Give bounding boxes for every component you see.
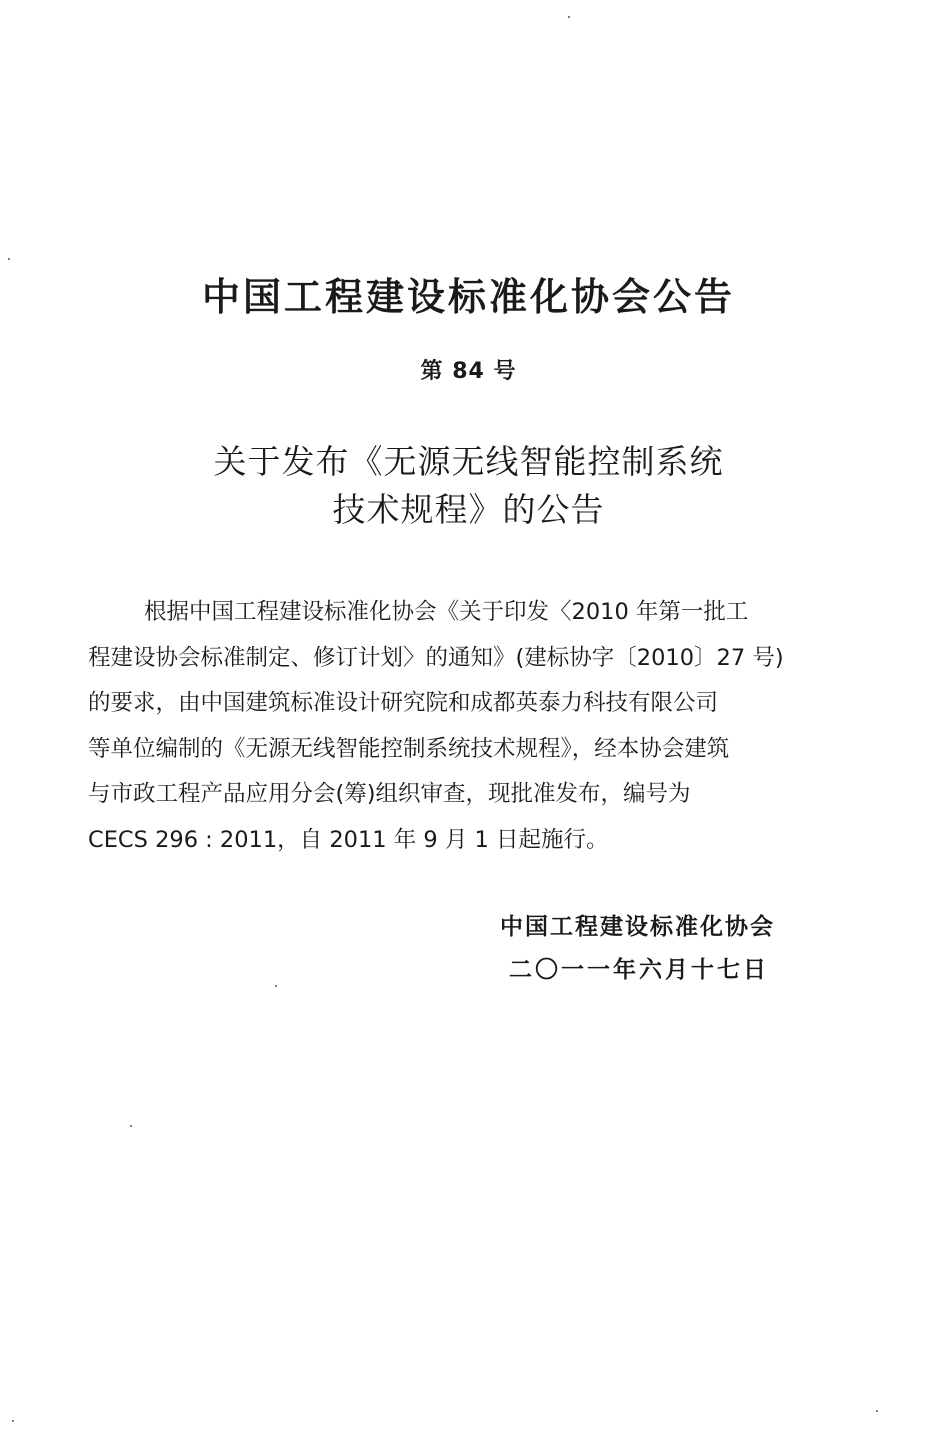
scan-speck (130, 1125, 132, 1127)
body-line-5: 与市政工程产品应用分会(筹)组织审查，现批准发布，编号为 (88, 781, 691, 807)
announcement-body (88, 590, 858, 863)
scan-speck (12, 1420, 14, 1422)
body-line-2: 程建设协会标准制定、修订计划〉的通知》(建标协字〔2010〕27 号) (88, 644, 784, 671)
scan-speck (8, 258, 10, 260)
scan-speck (876, 1410, 878, 1412)
signature-organization: 中国工程建设标准化协会 (500, 914, 775, 940)
subject-line-2: 技术规程》的公告 (332, 490, 605, 529)
body-line-6: CECS 296 : 2011，自 2011 年 9 月 1 日起施行。 (88, 826, 609, 853)
organization-title: 中国工程建设标准化协会公告 (201, 275, 735, 319)
body-line-3: 的要求，由中国建筑标准设计研究院和成都英泰力科技有限公司 (88, 690, 719, 716)
signature-date: 二〇一一年六月十七日 (509, 957, 769, 983)
scan-speck (568, 16, 570, 18)
subject-line-1: 关于发布《无源无线智能控制系统 (213, 442, 724, 481)
body-line-4: 等单位编制的《无源无线智能控制系统技术规程》，经本协会建筑 (88, 735, 730, 762)
announcement-number: 第 84 号 (420, 359, 517, 384)
body-line-1: 根据中国工程建设标准化协会《关于印发〈2010 年第一批工 (144, 599, 749, 625)
scan-speck (275, 985, 277, 987)
